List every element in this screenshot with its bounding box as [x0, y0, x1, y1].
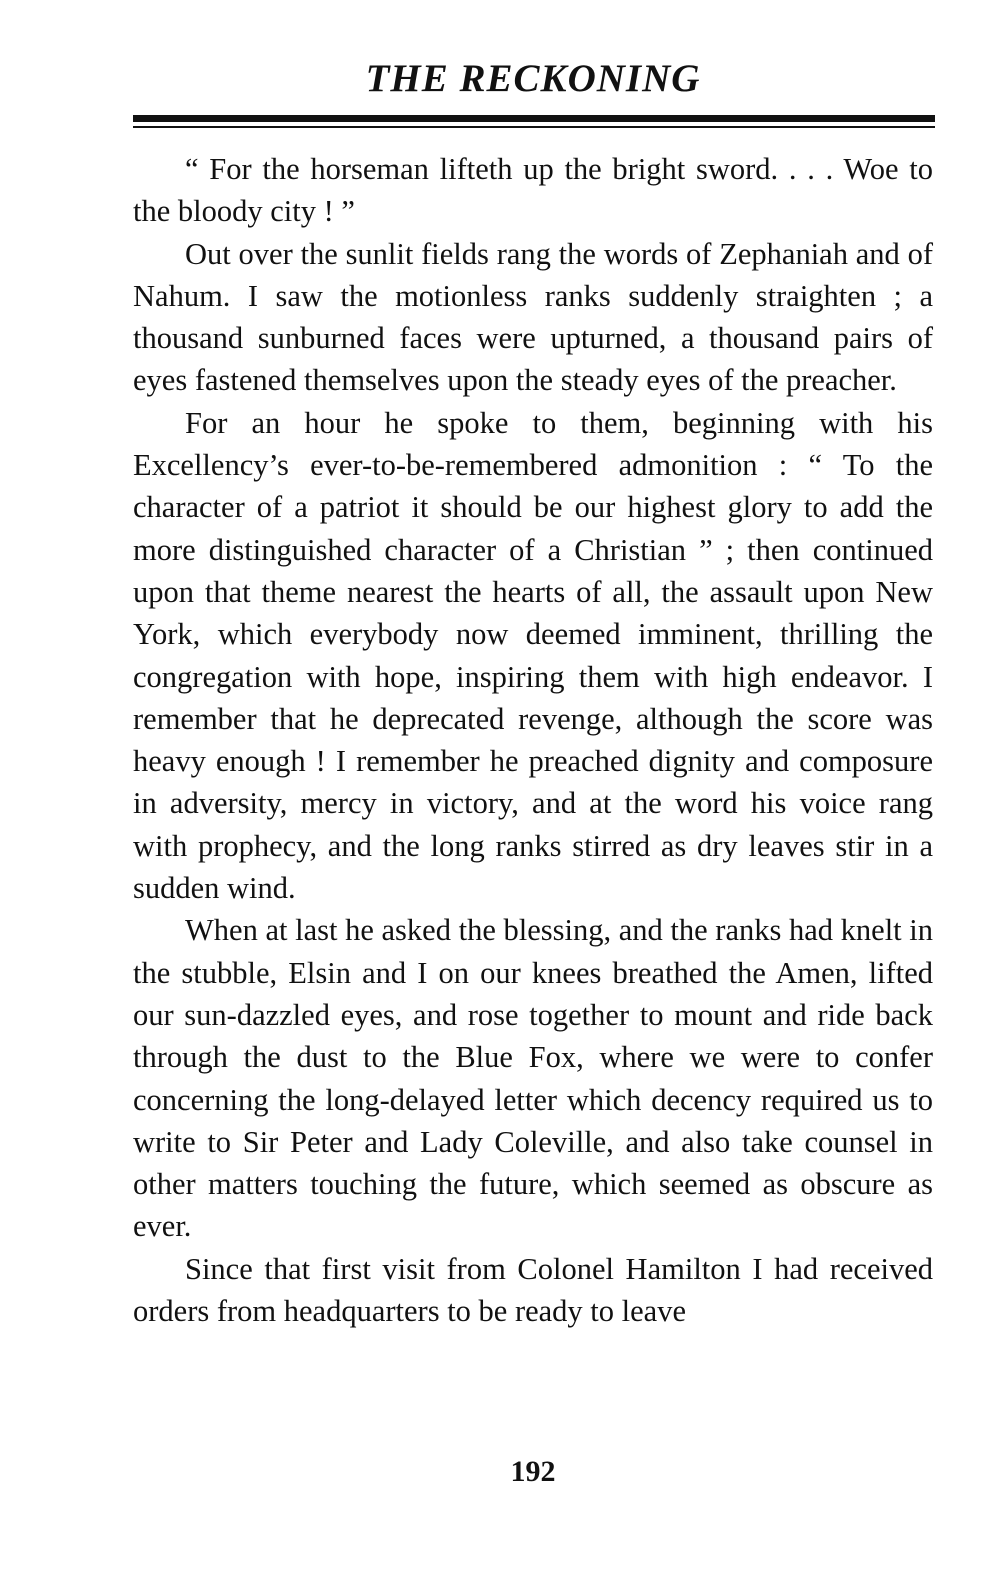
paragraph: For an hour he spoke to them, beginning with his Excellency’s ever-to-be-remembered admonition : “ To the character of a patriot it should be our highest glory to add the more distinguished character of a Christian ” ; then continued upon that theme nearest the hearts of all, the assault upon New York, which everybody now deemed imminent, thrilling the congregation with hope, inspiring them with high endeavor. I remember that he deprecated revenge, although the score was heavy enough ! I remember he preached dignity and composure in adversity, mercy in victory, and at the word his voice rang with prophecy, and the long ranks stirred as dry leaves stir in a sudden wind.	[133, 405, 933, 906]
header-rule-thin	[133, 126, 935, 128]
paragraph: Since that first visit from Colonel Hamilton I had received orders from headquarters to be ready to leave	[133, 1251, 933, 1329]
header-rule-thick	[133, 115, 935, 122]
paragraph-quotation: “ For the horseman lifteth up the bright sword. . . . Woe to the bloody city ! ”	[133, 152, 933, 229]
page-number: 192	[510, 1455, 556, 1488]
body-text	[133, 148, 933, 1332]
paragraph: Out over the sunlit fields rang the words of Zephaniah and of Nahum. I saw the motionless ranks suddenly straighten ; a thousand sunburned faces were upturned, a thousand pairs of eyes fastened themselves upon the steady eyes of the preacher.	[133, 236, 933, 398]
paragraph: When at last he asked the blessing, and the ranks had knelt in the stubble, Elsin and I on our knees breathed the Amen, lifted our sun-dazzled eyes, and rose together to mount and ride back through the dust to the Blue Fox, where we were to confer concerning the long-delayed letter which decency required us to write to Sir Peter and Lady Coleville, and also take counsel in other matters touching the future, which seemed as obscure as ever.	[133, 913, 933, 1244]
running-head: THE RECKONING	[365, 57, 701, 100]
